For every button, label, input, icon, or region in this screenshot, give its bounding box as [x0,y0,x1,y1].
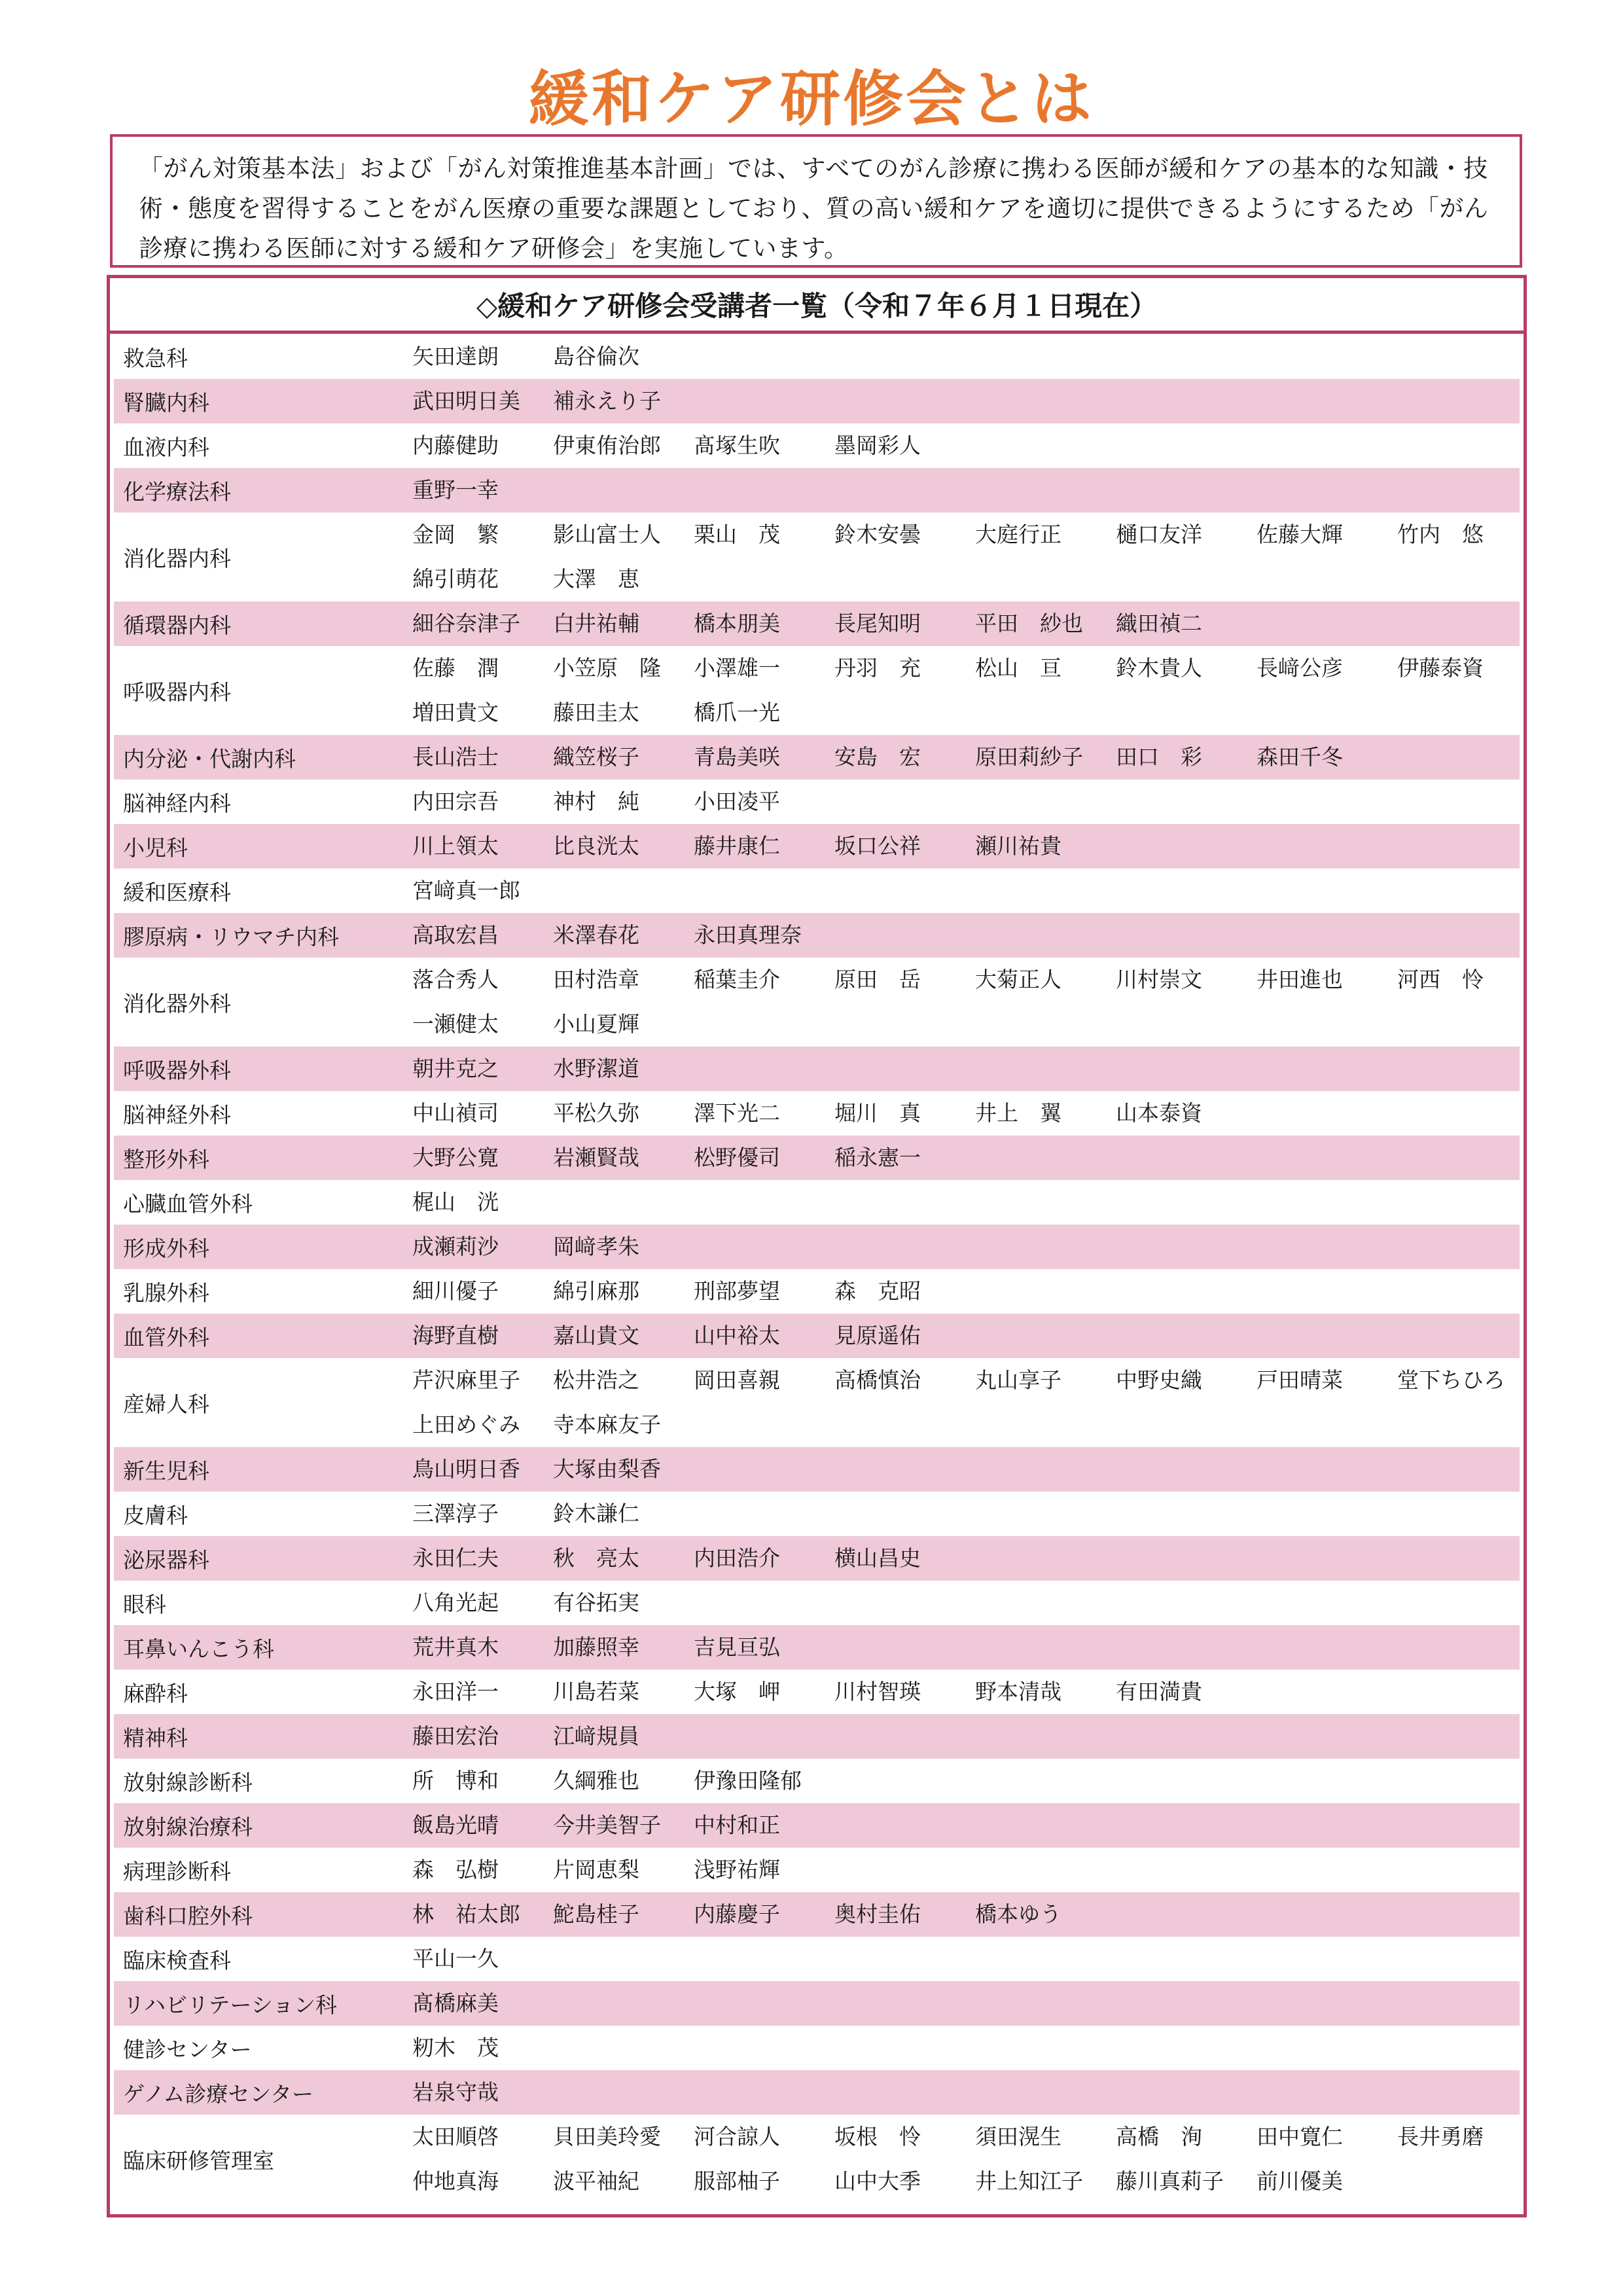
member-name: 大庭行正 [975,522,1061,547]
member-name: 小澤雄一 [694,655,780,681]
department-name: 放射線診断科 [123,1769,253,1795]
department-name: 皮膚科 [123,1502,188,1528]
table-row [114,780,1520,824]
member-name: 伊東侑治郎 [553,433,661,458]
table-row [114,1536,1520,1581]
table-row [114,1358,1520,1447]
department-name: 血管外科 [123,1324,209,1350]
member-name: 丹羽 充 [834,655,921,681]
member-name: 林 祐太郎 [412,1901,520,1927]
member-name: 坂根 怜 [834,2124,921,2149]
member-name: 芹沢麻里子 [412,1367,520,1393]
department-name: 呼吸器内科 [123,679,231,705]
member-name: 橋本朋美 [694,611,780,636]
member-name: 細川優子 [412,1278,499,1304]
table-row [114,601,1520,646]
member-name: 織田禎二 [1116,611,1202,636]
member-name: 佐藤大輝 [1257,522,1343,547]
member-name: 髙塚生吹 [694,433,780,458]
member-name: 影山富士人 [553,522,661,547]
member-name: 籾木 茂 [412,2035,499,2060]
member-name: 梶山 洸 [412,1189,499,1215]
member-name: 樋口友洋 [1116,522,1202,547]
member-name: 一瀬健太 [412,1011,499,1037]
table-row [114,1848,1520,1892]
member-name: 刑部夢望 [694,1278,780,1304]
department-name: 緩和医療科 [123,879,231,905]
table-row [114,1180,1520,1225]
member-name: 奥村圭佑 [834,1901,921,1927]
member-name: 八角光起 [412,1590,499,1615]
member-name: 永田真理奈 [694,922,802,948]
member-name: 川村崇文 [1116,967,1202,992]
member-name: 内藤健助 [412,433,499,458]
table-row [114,1492,1520,1536]
member-name: 大塚由梨香 [553,1456,661,1482]
member-name: 海野直樹 [412,1323,499,1348]
member-name: 服部柚子 [694,2168,780,2194]
member-name: 加藤照幸 [553,1634,639,1660]
department-name: 乳腺外科 [123,1280,209,1306]
member-name: 大塚 岬 [694,1679,780,1704]
member-name: 稲葉圭介 [694,967,780,992]
table-row [114,1581,1520,1625]
department-name: リハビリテーション科 [123,1992,338,2018]
department-name: 放射線治療科 [123,1814,253,1840]
table-row [114,646,1520,735]
department-name: 呼吸器外科 [123,1057,231,1083]
member-name: 平山一久 [412,1946,499,1971]
member-name: 久綱雅也 [553,1768,639,1793]
department-name: 臨床研修管理室 [123,2147,274,2174]
member-name: 高橋慎治 [834,1367,921,1393]
table-row [114,735,1520,780]
roster-rows [114,334,1520,2204]
member-name: 中野史織 [1116,1367,1202,1393]
member-name: 岡﨑孝朱 [553,1234,639,1259]
table-row [114,1225,1520,1269]
member-name: 小山夏輝 [553,1011,639,1037]
member-name: 川村智瑛 [834,1679,921,1704]
member-name: 稲永憲一 [834,1145,921,1170]
member-name: 山中大季 [834,2168,921,2194]
member-name: 所 博和 [412,1768,499,1793]
member-name: 嘉山貴文 [553,1323,639,1348]
member-name: 江﨑規員 [553,1723,639,1749]
table-row [114,869,1520,913]
page-title: 緩和ケア研修会とは [528,64,1094,134]
member-name: 松山 亘 [975,655,1061,681]
table-row [114,512,1520,601]
member-name: 橋本ゆう [975,1901,1061,1927]
member-name: 内田宗吾 [412,789,499,814]
member-name: 今井美智子 [553,1812,661,1838]
member-name: 白井祐輔 [553,611,639,636]
member-name: 有谷拓実 [553,1590,639,1615]
table-row [114,1136,1520,1180]
member-name: 須田滉生 [975,2124,1061,2149]
department-name: 内分泌・代謝内科 [123,745,296,772]
member-name: 荒井真木 [412,1634,499,1660]
member-name: 綿引麻那 [553,1278,639,1304]
table-row [114,1047,1520,1091]
member-name: 見原遥佑 [834,1323,921,1348]
member-name: 田口 彩 [1116,744,1202,770]
department-name: 歯科口腔外科 [123,1903,253,1929]
member-name: 田村浩章 [553,967,639,992]
department-name: 循環器内科 [123,612,231,638]
member-name: 内田浩介 [694,1545,780,1571]
table-row [114,1803,1520,1848]
department-name: 膠原病・リウマチ内科 [123,924,339,950]
member-name: 成瀬莉沙 [412,1234,499,1259]
member-name: 井上 翼 [975,1100,1061,1126]
member-name: 永田仁夫 [412,1545,499,1571]
member-name: 内藤慶子 [694,1901,780,1927]
member-name: 上田めぐみ [412,1412,520,1437]
department-name: 病理診断科 [123,1858,231,1884]
member-name: 平松久弥 [553,1100,639,1126]
table-row [114,824,1520,869]
roster-table [107,275,1527,2217]
member-name: 鳥山明日香 [412,1456,520,1482]
table-row [114,2115,1520,2204]
department-name: 小児科 [123,834,188,861]
member-name: 岡田喜親 [694,1367,780,1393]
member-name: 田中寛仁 [1257,2124,1343,2149]
member-name: 長尾知明 [834,611,921,636]
member-name: 井田進也 [1257,967,1343,992]
member-name: 藤田圭太 [553,700,639,725]
member-name: 織笠桜子 [553,744,639,770]
member-name: 堀川 真 [834,1100,921,1126]
member-name: 重野一幸 [412,477,499,503]
member-name: 中村和正 [694,1812,780,1838]
member-name: 墨岡彩人 [834,433,921,458]
member-name: 井上知江子 [975,2168,1083,2194]
department-name: ゲノム診療センター [123,2081,314,2107]
member-name: 飯島光晴 [412,1812,499,1838]
table-row [114,1625,1520,1670]
table-row [114,2026,1520,2070]
member-name: 太田順啓 [412,2124,499,2149]
table-row [114,958,1520,1047]
member-name: 貝田美玲愛 [553,2124,661,2149]
department-name: 麻酔科 [123,1680,188,1706]
member-name: 朝井克之 [412,1056,499,1081]
member-name: 山中裕太 [694,1323,780,1348]
member-name: 細谷奈津子 [412,611,520,636]
member-name: 増田貴文 [412,700,499,725]
member-name: 永田洋一 [412,1679,499,1704]
member-name: 比良洸太 [553,833,639,859]
department-name: 血液内科 [123,434,209,460]
member-name: 橋爪一光 [694,700,780,725]
department-name: 精神科 [123,1725,188,1751]
member-name: 丸山享子 [975,1367,1061,1393]
member-name: 仲地真海 [412,2168,499,2194]
member-name: 長井勇磨 [1397,2124,1484,2149]
member-name: 伊藤泰資 [1397,655,1484,681]
member-name: 島谷倫次 [553,344,639,369]
member-name: 吉見亘弘 [694,1634,780,1660]
member-name: 落合秀人 [412,967,499,992]
member-name: 森 弘樹 [412,1857,499,1882]
member-name: 坂口公祥 [834,833,921,859]
department-name: 心臓血管外科 [123,1191,253,1217]
member-name: 金岡 繁 [412,522,499,547]
member-name: 澤下光二 [694,1100,780,1126]
roster-heading: ◇緩和ケア研修会受講者一覧（令和７年６月１日現在） [110,278,1524,334]
table-row [114,913,1520,958]
department-name: 産婦人科 [123,1391,209,1417]
member-name: 寺本麻友子 [553,1412,661,1437]
member-name: 高橋 洵 [1116,2124,1202,2149]
department-name: 脳神経内科 [123,790,231,816]
member-name: 水野潔道 [553,1056,639,1081]
member-name: 佐藤 潤 [412,655,499,681]
member-name: 大菊正人 [975,967,1061,992]
member-name: 鈴木安曇 [834,522,921,547]
member-name: 片岡恵梨 [553,1857,639,1882]
member-name: 藤田宏治 [412,1723,499,1749]
member-name: 安島 宏 [834,744,921,770]
member-name: 河西 怜 [1397,967,1484,992]
member-name: 補永えり子 [553,388,661,414]
member-name: 栗山 茂 [694,522,780,547]
member-name: 岩泉守哉 [412,2079,499,2105]
department-name: 腎臓内科 [123,389,209,416]
member-name: 髙橋麻美 [412,1990,499,2016]
table-row [114,1759,1520,1803]
table-row [114,1714,1520,1759]
intro-text: 「がん対策基本法」および「がん対策推進基本計画」では、すべてのがん診療に携わる医師が緩和ケアの基本的な知識・技術・態度を習得することをがん医療の重要な課題としており、質の高い緩和ケアを適切に提供できるようにするため「がん診療に携わる医師に対する緩和ケア研修会」を実施しています。 [139,154,1489,262]
member-name: 原田莉紗子 [975,744,1083,770]
member-name: 横山昌史 [834,1545,921,1571]
table-row [114,334,1520,379]
member-name: 波平袖紀 [553,2168,639,2194]
member-name: 岩瀬賢哉 [553,1145,639,1170]
member-name: 三澤淳子 [412,1501,499,1526]
department-name: 消化器内科 [123,545,231,571]
member-name: 有田満貴 [1116,1679,1202,1704]
department-name: 耳鼻いんこう科 [123,1636,274,1662]
member-name: 藤井康仁 [694,833,780,859]
member-name: 藤川真莉子 [1116,2168,1224,2194]
member-name: 川島若菜 [553,1679,639,1704]
member-name: 中山禎司 [412,1100,499,1126]
member-name: 綿引萌花 [412,566,499,592]
department-name: 脳神経外科 [123,1102,231,1128]
member-name: 瀬川祐貴 [975,833,1061,859]
member-name: 青島美咲 [694,744,780,770]
member-name: 野本清哉 [975,1679,1061,1704]
table-row [114,1447,1520,1492]
member-name: 平田 紗也 [975,611,1083,636]
member-name: 大澤 恵 [553,566,639,592]
table-row [114,1314,1520,1358]
member-name: 川上領太 [412,833,499,859]
table-row [114,1670,1520,1714]
member-name: 松井浩之 [553,1367,639,1393]
member-name: 鈴木謙仁 [553,1501,639,1526]
department-name: 眼科 [123,1591,166,1617]
table-row [114,379,1520,423]
table-row [114,2070,1520,2115]
table-row [114,1892,1520,1937]
member-name: 松野優司 [694,1145,780,1170]
member-name: 戸田晴菜 [1257,1367,1343,1393]
department-name: 泌尿器科 [123,1547,209,1573]
table-row [114,1981,1520,2026]
member-name: 森 克昭 [834,1278,921,1304]
member-name: 山本泰資 [1116,1100,1202,1126]
member-name: 武田明日美 [412,388,520,414]
member-name: 森田千冬 [1257,744,1343,770]
member-name: 原田 岳 [834,967,921,992]
member-name: 小田凌平 [694,789,780,814]
member-name: 米澤春花 [553,922,639,948]
member-name: 前川優美 [1257,2168,1343,2194]
department-name: 化学療法科 [123,478,231,505]
table-row [114,468,1520,512]
department-name: 消化器外科 [123,990,231,1016]
table-row [114,1091,1520,1136]
table-row [114,1269,1520,1314]
member-name: 長山浩士 [412,744,499,770]
member-name: 高取宏昌 [412,922,499,948]
member-name: 大野公寛 [412,1145,499,1170]
department-name: 健診センター [123,2036,252,2062]
member-name: 長﨑公彦 [1257,655,1343,681]
table-row [114,423,1520,468]
member-name: 鮀島桂子 [553,1901,639,1927]
member-name: 竹内 悠 [1397,522,1484,547]
intro-box [110,134,1522,268]
member-name: 鈴木貴人 [1116,655,1202,681]
member-name: 秋 亮太 [553,1545,639,1571]
department-name: 救急科 [123,345,188,371]
table-row [114,1937,1520,1981]
department-name: 臨床検査科 [123,1947,231,1973]
member-name: 堂下ちひろ [1397,1367,1505,1393]
member-name: 小笠原 隆 [553,655,661,681]
member-name: 浅野祐輝 [694,1857,780,1882]
member-name: 神村 純 [553,789,639,814]
department-name: 新生児科 [123,1458,209,1484]
member-name: 河合諒人 [694,2124,780,2149]
member-name: 宮﨑真一郎 [412,878,520,903]
department-name: 整形外科 [123,1146,209,1172]
member-name: 伊豫田隆郁 [694,1768,802,1793]
department-name: 形成外科 [123,1235,209,1261]
member-name: 矢田達朗 [412,344,499,369]
